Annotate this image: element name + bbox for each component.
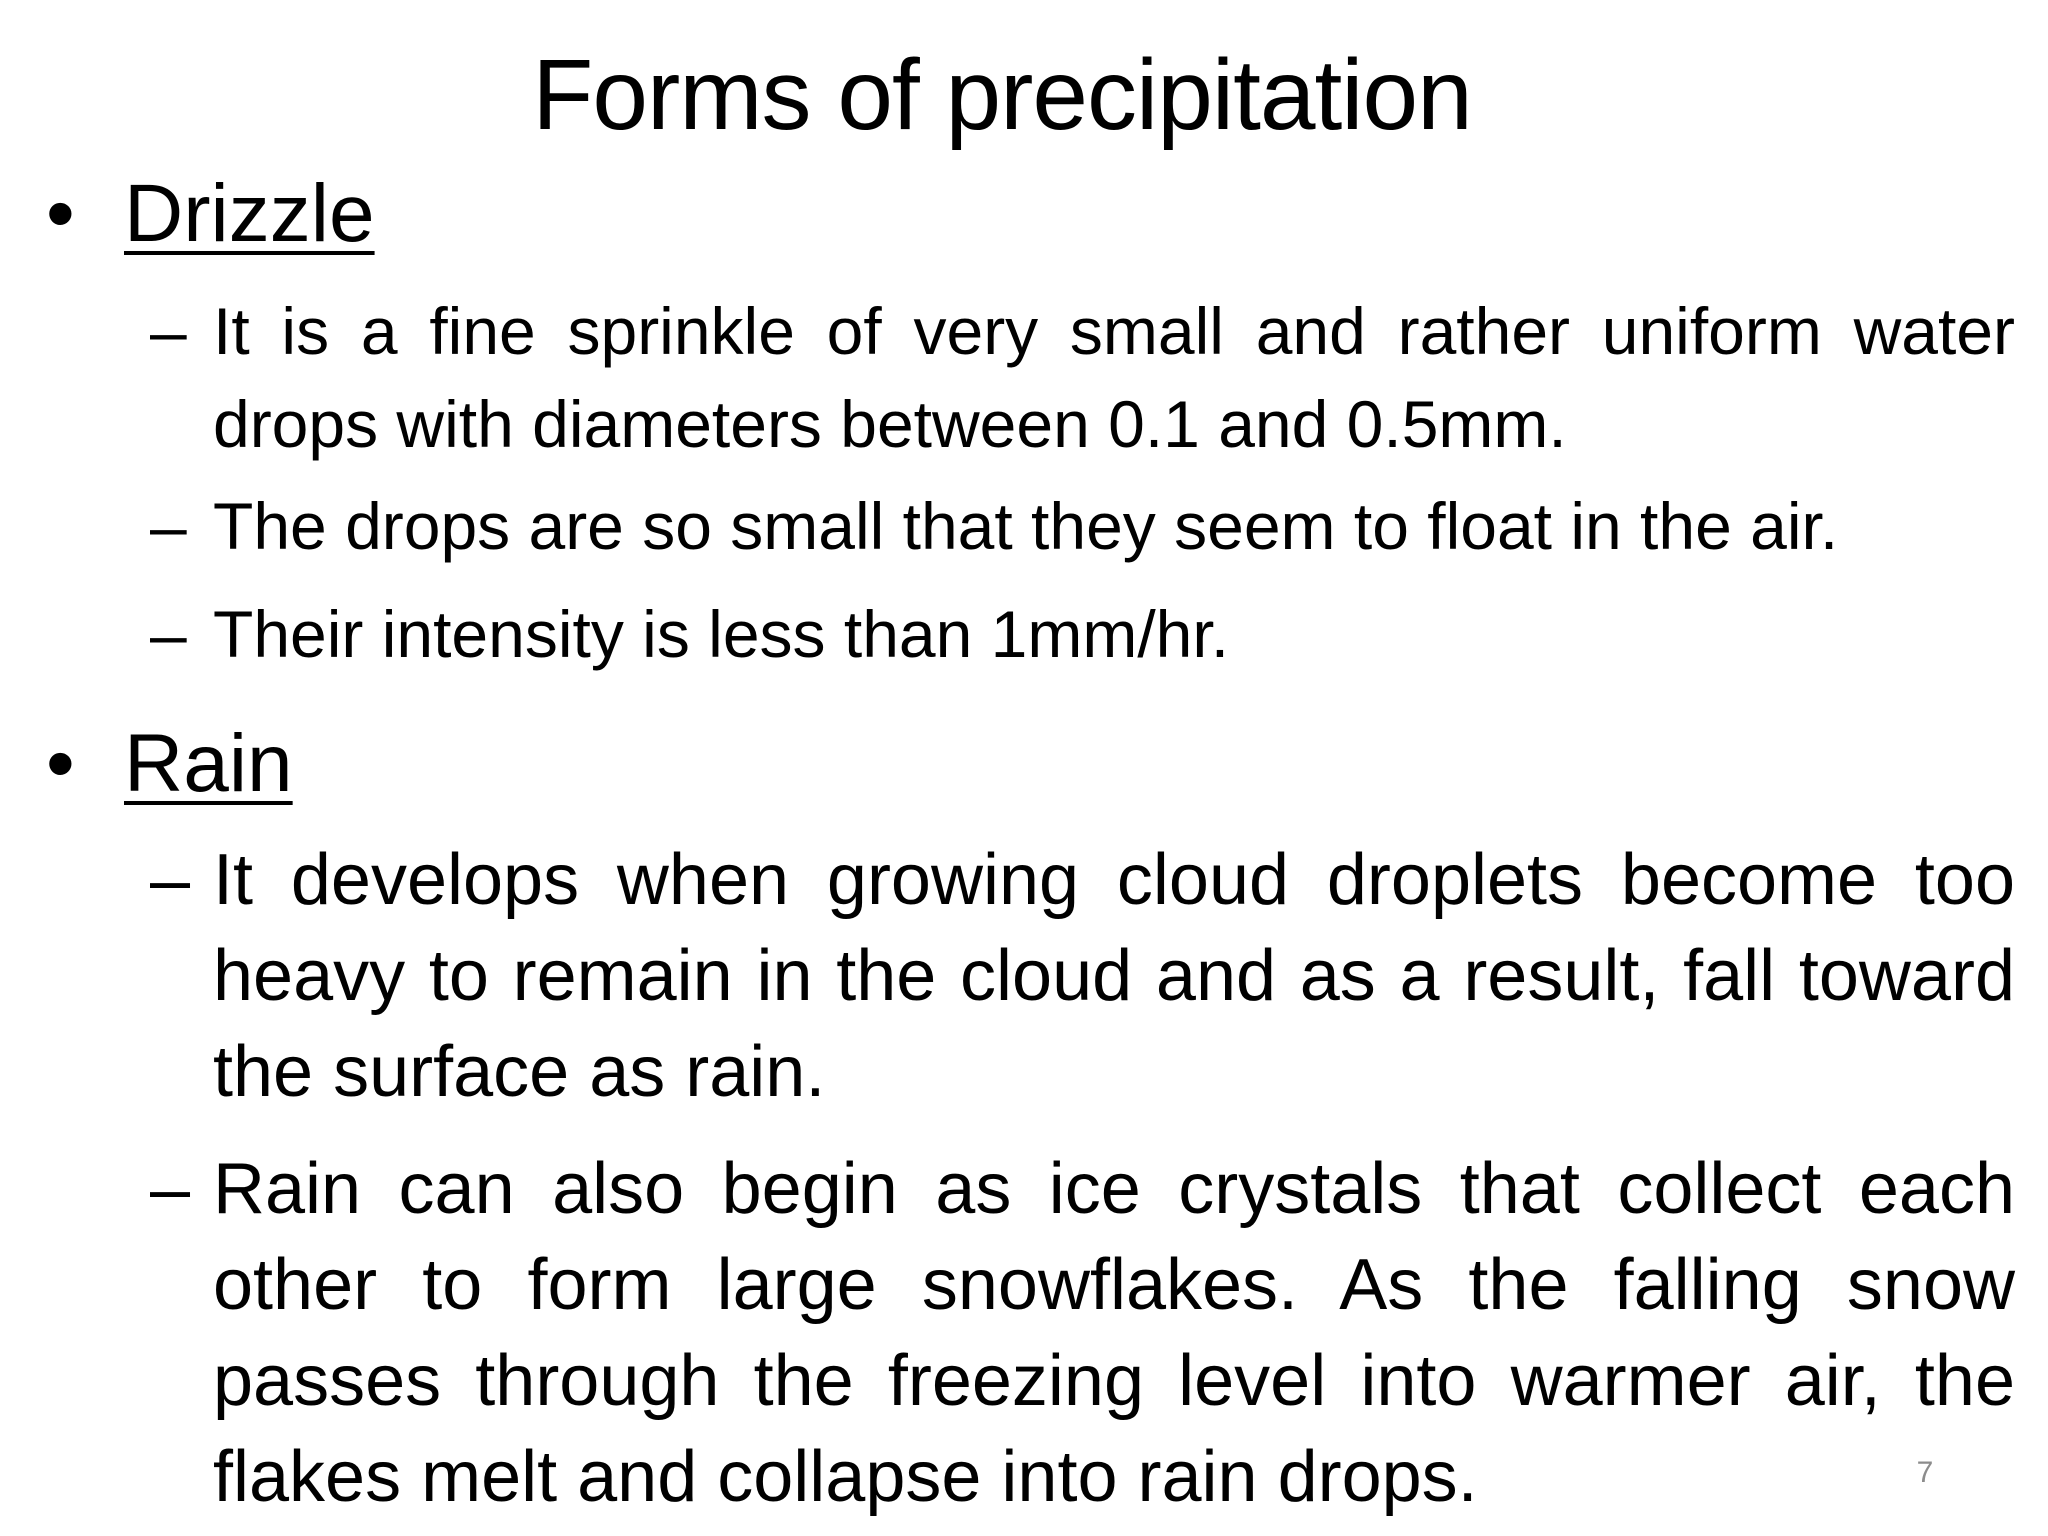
list-item [150, 1141, 2015, 1525]
dash-icon: – [150, 840, 191, 920]
list-item-text: The drops are so small that they seem to float in the air. [213, 489, 1839, 563]
list-item-text: It is a fine sprinkle of very small and rather uniform water drops with diameters between 0.1 and 0.5mm. [213, 294, 2015, 461]
list-item-text: Rain can also begin as ice crystals that collect each other to form large snowflakes. As the falling snow passes through the freezing level into warmer air, the flakes melt and collapse into rain drops. [213, 1149, 2015, 1517]
dash-icon: – [150, 1149, 191, 1229]
list-item-text: It develops when growing cloud droplets become too heavy to remain in the cloud and as a result, fall toward the surface as rain. [213, 840, 2015, 1112]
list-item [150, 285, 2015, 471]
section-heading-label: Drizzle [124, 168, 375, 259]
list-item [150, 588, 2015, 681]
list-item [150, 480, 2015, 573]
bullet-icon: • [46, 718, 75, 809]
dash-icon: – [150, 489, 187, 563]
dash-icon: – [150, 294, 187, 368]
bullet-icon: • [46, 168, 75, 259]
dash-icon: – [150, 597, 187, 671]
list-item [150, 832, 2015, 1120]
list-item-text: Their intensity is less than 1mm/hr. [213, 597, 1230, 671]
page-number: 7 [1916, 1456, 1934, 1489]
slide-title: Forms of precipitation [532, 39, 1472, 151]
section-heading-label: Rain [124, 718, 293, 809]
